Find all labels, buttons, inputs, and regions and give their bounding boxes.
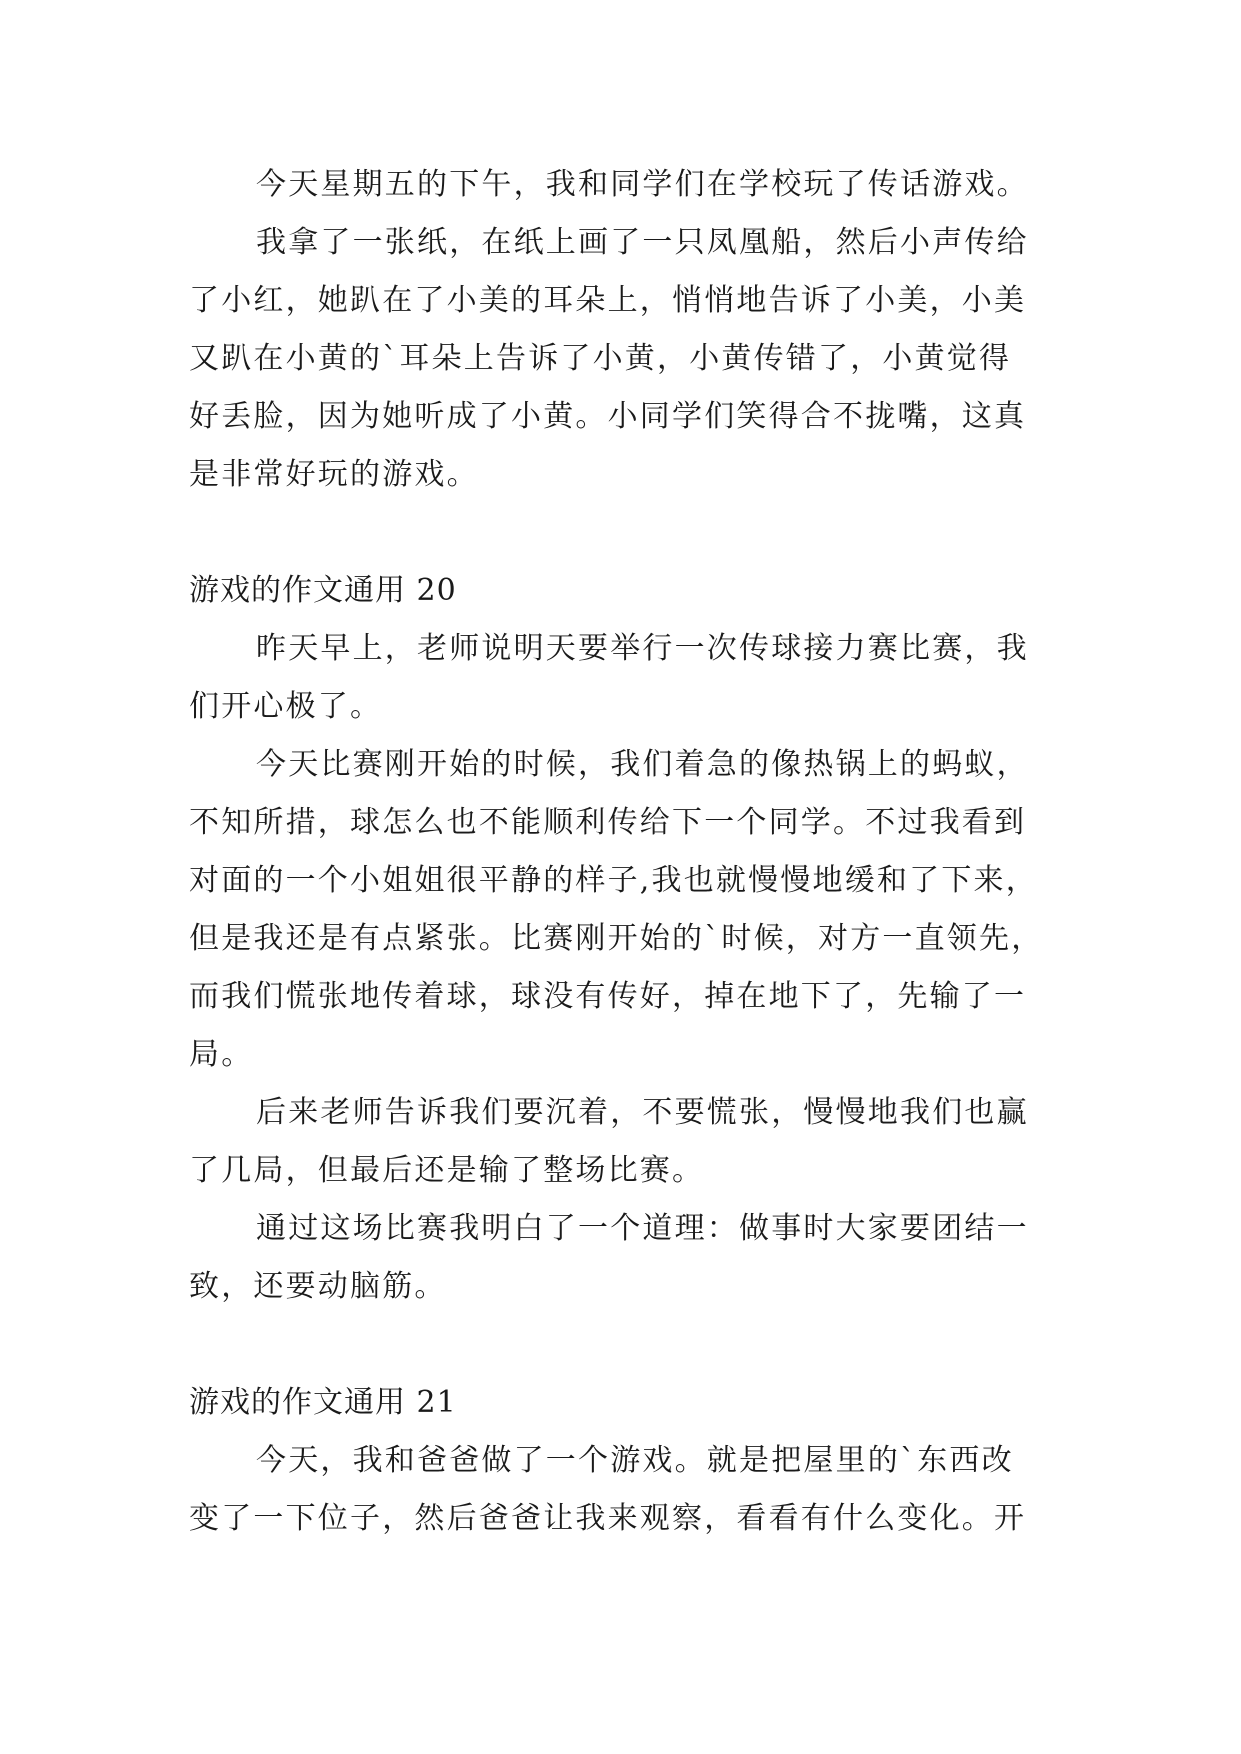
text-line: 今天星期五的下午，我和同学们在学校玩了传话游戏。 (256, 167, 1029, 202)
text-line: 好丢脸，因为她听成了小黄。小同学们笑得合不拢嘴，这真 (189, 399, 1027, 434)
text-line: 我拿了一张纸，在纸上画了一只凤凰船，然后小声传给 (256, 225, 1029, 260)
text-line: 们开心极了。 (189, 689, 383, 724)
text-line: 不知所措，球怎么也不能顺利传给下一个同学。不过我看到 (189, 805, 1027, 840)
text-line: 后来老师告诉我们要沉着，不要慌张，慢慢地我们也赢 (256, 1095, 1029, 1130)
text-line: 今天比赛刚开始的时候，我们着急的像热锅上的蚂蚁， (256, 747, 1029, 782)
text-line: 致，还要动脑筋。 (189, 1269, 447, 1304)
text-line: 了几局，但最后还是输了整场比赛。 (189, 1153, 705, 1188)
text-line: 局。 (189, 1037, 254, 1072)
text-line: 通过这场比赛我明白了一个道理：做事时大家要团结一 (256, 1211, 1029, 1246)
text-line: 今天，我和爸爸做了一个游戏。就是把屋里的`东西改 (256, 1443, 1014, 1478)
text-line: 了小红，她趴在了小美的耳朵上，悄悄地告诉了小美，小美 (189, 283, 1027, 318)
text-line: 又趴在小黄的`耳朵上告诉了小黄，小黄传错了，小黄觉得 (189, 341, 1012, 376)
text-line: 对面的一个小姐姐很平静的样子,我也就慢慢地缓和了下来， (189, 863, 1038, 898)
text-line: 昨天早上，老师说明天要举行一次传球接力赛比赛，我 (256, 631, 1029, 666)
text-line: 变了一下位子，然后爸爸让我来观察，看看有什么变化。开 (189, 1501, 1027, 1536)
section-heading: 游戏的作文通用 21 (189, 1385, 457, 1420)
text-line: 但是我还是有点紧张。比赛刚开始的`时候，对方一直领先， (189, 921, 1044, 956)
text-line: 是非常好玩的游戏。 (189, 457, 479, 492)
section-heading: 游戏的作文通用 20 (189, 573, 457, 608)
text-line: 而我们慌张地传着球，球没有传好，掉在地下了，先输了一 (189, 979, 1027, 1014)
